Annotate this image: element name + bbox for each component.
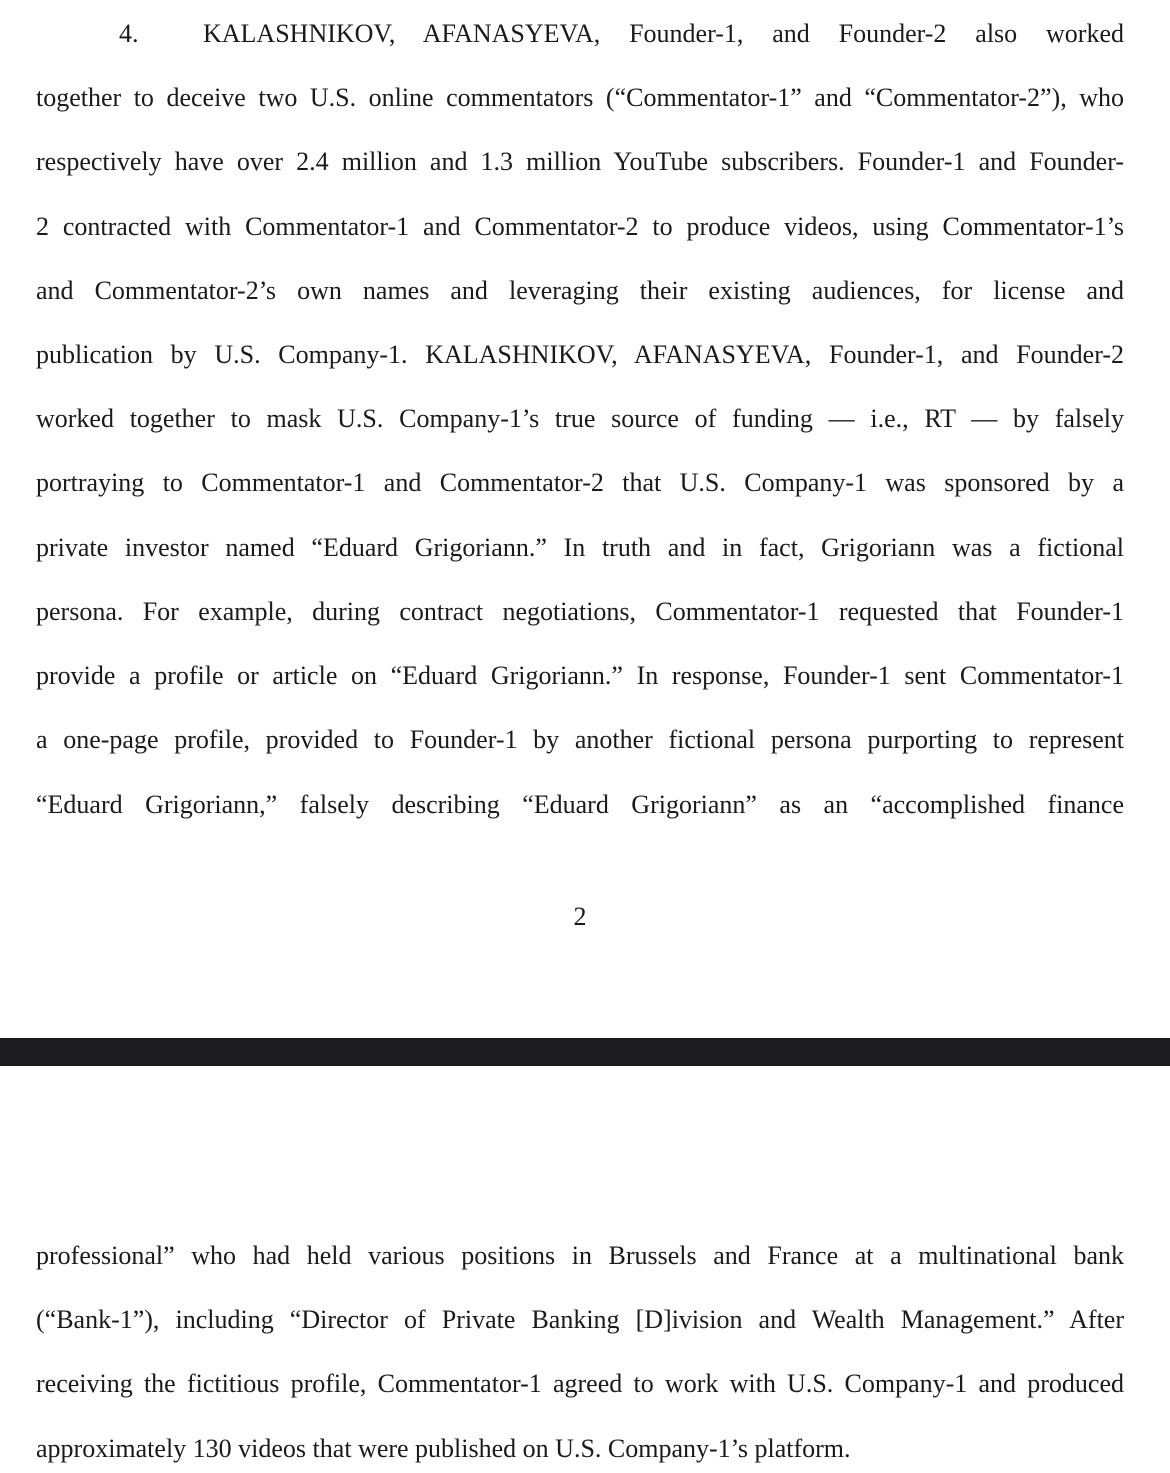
text-line: portraying to Commentator-1 and Commentator-2 that U.S. Company-1 was sponsored by a [36, 468, 1124, 497]
text-line: 2 contracted with Commentator-1 and Commentator-2 to produce videos, using Commentator-1’s [36, 212, 1124, 241]
text-line: publication by U.S. Company-1. KALASHNIKOV, AFANASYEVA, Founder-1, and Founder-2 [36, 340, 1124, 369]
text-line: professional” who had held various positions in Brussels and France at a multinational bank [36, 1241, 1124, 1270]
text-line: respectively have over 2.4 million and 1.3 million YouTube subscribers. Founder-1 and Founder- [36, 147, 1124, 176]
text-line: (“Bank-1”), including “Director of Private Banking [D]ivision and Wealth Management.” After [36, 1305, 1124, 1334]
text-line: “Eduard Grigoriann,” falsely describing “Eduard Grigoriann” as an “accomplished finance [36, 790, 1124, 819]
text-line: approximately 130 videos that were published on U.S. Company-1’s platform. [36, 1434, 851, 1463]
text-line: a one-page profile, provided to Founder-1 by another fictional persona purporting to represent [36, 725, 1124, 754]
text-line: worked together to mask U.S. Company-1’s true source of funding — i.e., RT — by falsely [36, 404, 1124, 433]
page-number: 2 [573, 902, 587, 931]
page-divider [0, 1038, 1170, 1066]
text-line: private investor named “Eduard Grigoriann.” In truth and in fact, Grigoriann was a fictional [36, 533, 1124, 562]
text-line: together to deceive two U.S. online commentators (“Commentator-1” and “Commentator-2”), who [36, 83, 1124, 112]
text-line: and Commentator-2’s own names and leveraging their existing audiences, for license and [36, 276, 1124, 305]
text-line: persona. For example, during contract negotiations, Commentator-1 requested that Founder-1 [36, 597, 1124, 626]
text-line: provide a profile or article on “Eduard Grigoriann.” In response, Founder-1 sent Commentator-1 [36, 661, 1124, 690]
text-line: receiving the fictitious profile, Commentator-1 agreed to work with U.S. Company-1 and produced [36, 1369, 1124, 1398]
text-line: KALASHNIKOV, AFANASYEVA, Founder-1, and Founder-2 also worked [203, 19, 1124, 48]
paragraph-number: 4. [119, 19, 139, 48]
